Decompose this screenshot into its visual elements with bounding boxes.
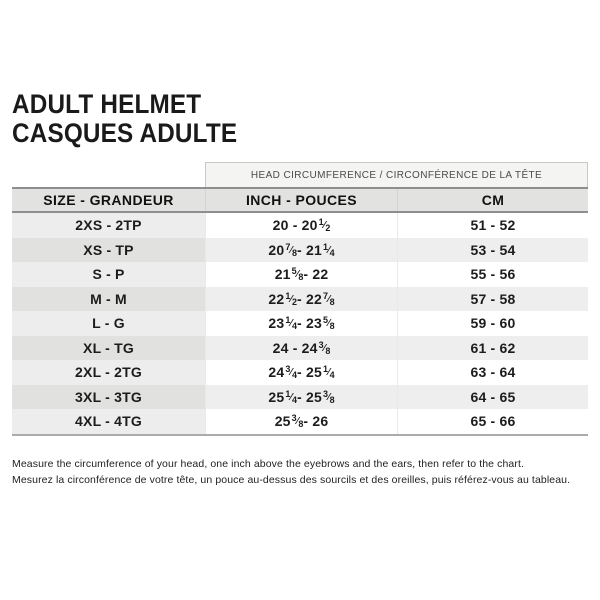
cm-cell: 51 - 52 — [397, 213, 588, 238]
instruction-en: Measure the circumference of your head, one inch above the eyebrows and the ears, then refer to the chart. — [12, 458, 524, 470]
inch-cell: 25 3⁄8 - 26 — [205, 409, 397, 434]
table-row — [12, 311, 588, 336]
size-cell: XS - TP — [12, 238, 205, 263]
page-title — [12, 90, 237, 148]
cm-cell: 64 - 65 — [397, 385, 588, 410]
fraction: 7⁄8 — [322, 290, 335, 307]
inch-cell: 24 - 24 3⁄8 — [205, 336, 397, 361]
table-row — [12, 287, 588, 312]
inch-cell: 22 1⁄2 - 22 7⁄8 — [205, 287, 397, 312]
inch-cell: 24 3⁄4 - 25 1⁄4 — [205, 360, 397, 385]
cm-cell: 53 - 54 — [397, 238, 588, 263]
table-row — [12, 360, 588, 385]
cm-cell: 63 - 64 — [397, 360, 588, 385]
size-cell: S - P — [12, 262, 205, 287]
column-header-cm: CM — [397, 189, 588, 211]
fraction: 1⁄4 — [322, 364, 335, 381]
size-cell: XL - TG — [12, 336, 205, 361]
size-cell: M - M — [12, 287, 205, 312]
fraction: 3⁄4 — [285, 364, 298, 381]
table-row — [12, 238, 588, 263]
fraction: 1⁄2 — [318, 217, 331, 234]
cm-cell: 65 - 66 — [397, 409, 588, 434]
page-title-fr: CASQUES ADULTE — [12, 118, 238, 148]
table-row — [12, 385, 588, 410]
fraction: 7⁄8 — [285, 241, 298, 258]
size-cell: 2XS - 2TP — [12, 213, 205, 238]
cm-cell: 57 - 58 — [397, 287, 588, 312]
fraction: 1⁄4 — [285, 315, 298, 332]
table-header-row — [12, 187, 588, 213]
inch-cell: 25 1⁄4 - 25 3⁄8 — [205, 385, 397, 410]
size-cell: 3XL - 3TG — [12, 385, 205, 410]
column-header-size: SIZE - GRANDEUR — [43, 192, 174, 208]
cm-cell: 55 - 56 — [397, 262, 588, 287]
table-row — [12, 336, 588, 361]
cm-cell: 61 - 62 — [397, 336, 588, 361]
head-circumference-band: HEAD CIRCUMFERENCE / CIRCONFÉRENCE DE LA TÊTE — [205, 162, 588, 187]
fraction: 1⁄2 — [285, 290, 298, 307]
measurement-instructions — [12, 457, 592, 488]
table-row — [12, 262, 588, 287]
instruction-fr: Mesurez la circonférence de votre tête, un pouce au-dessus des sourcils et des oreilles, puis référez-vous au tableau. — [12, 473, 571, 486]
page-title-en: ADULT HELMET — [12, 89, 202, 119]
fraction: 1⁄4 — [322, 241, 335, 258]
inch-cell: 20 7⁄8 - 21 1⁄4 — [205, 238, 397, 263]
inch-cell: 20 - 20 1⁄2 — [205, 213, 397, 238]
size-cell: L - G — [12, 311, 205, 336]
fraction: 3⁄8 — [318, 339, 331, 356]
fraction: 1⁄4 — [285, 388, 298, 405]
size-table — [12, 162, 588, 436]
table-row — [12, 409, 588, 434]
fraction: 3⁄8 — [322, 388, 335, 405]
fraction: 5⁄8 — [291, 266, 304, 283]
fraction: 3⁄8 — [291, 413, 304, 430]
fraction: 5⁄8 — [322, 315, 335, 332]
size-cell: 4XL - 4TG — [12, 409, 205, 434]
column-header-inch: INCH - POUCES — [205, 189, 397, 211]
inch-cell: 23 1⁄4 - 23 5⁄8 — [205, 311, 397, 336]
cm-cell: 59 - 60 — [397, 311, 588, 336]
inch-cell: 21 5⁄8 - 22 — [205, 262, 397, 287]
size-cell: 2XL - 2TG — [12, 360, 205, 385]
table-body — [12, 213, 588, 436]
table-row — [12, 213, 588, 238]
